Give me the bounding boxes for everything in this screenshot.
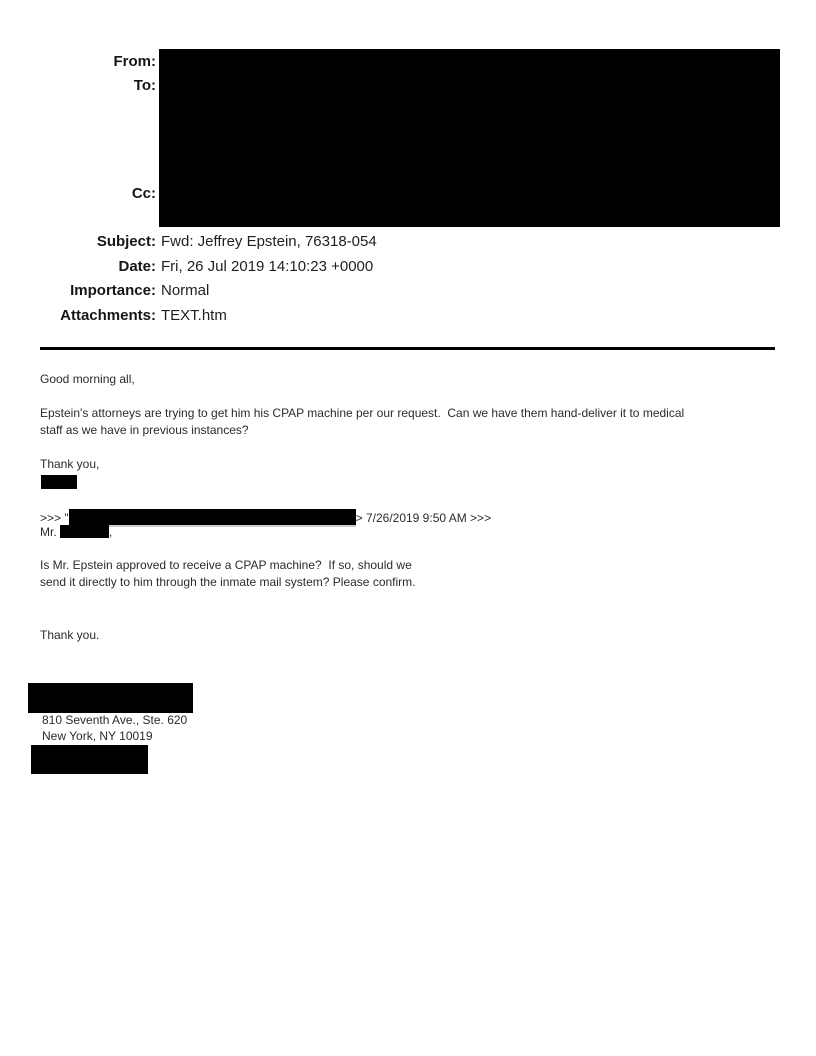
date-value: Fri, 26 Jul 2019 14:10:23 +0000 [161, 258, 374, 275]
quote-header-line [40, 509, 491, 526]
signoff-line-2: Thank you. [40, 628, 100, 642]
redaction-signoff-name [41, 475, 77, 489]
redaction-salutation-name [60, 525, 109, 538]
paragraph-line-2: staff as we have in previous instances? [40, 423, 249, 437]
importance-value: Normal [161, 282, 210, 299]
greeting-line: Good morning all, [40, 372, 135, 386]
salutation-prefix-text: Mr. [40, 525, 60, 539]
redaction-quote-sender [69, 509, 356, 525]
attachments-label: Attachments: [60, 307, 156, 324]
paragraph-line-1: Epstein's attorneys are trying to get him his CPAP machine per our request. Can we have them hand-deliver it to medical [40, 406, 685, 420]
redaction-signature-name-block [28, 683, 193, 713]
cc-label: Cc: [131, 185, 156, 202]
from-label: From: [113, 53, 156, 70]
attachments-value: TEXT.htm [161, 307, 227, 324]
address-line-2: New York, NY 10019 [42, 729, 153, 743]
subject-label: Subject: [96, 233, 156, 250]
quoted-body-line-2: send it directly to him through the inmate mail system? Please confirm. [40, 575, 416, 589]
signoff-line-1: Thank you, [40, 457, 100, 471]
date-label: Date: [118, 258, 156, 275]
subject-value: Fwd: Jeffrey Epstein, 76318-054 [161, 233, 377, 250]
redaction-recipients-block [159, 49, 780, 227]
header-separator-rule [40, 347, 775, 350]
quote-timestamp-text: > 7/26/2019 9:50 AM >>> [355, 511, 492, 525]
salutation-line [40, 525, 112, 540]
address-line-1: 810 Seventh Ave., Ste. 620 [42, 713, 188, 727]
salutation-suffix-text: , [109, 525, 113, 539]
to-label: To: [133, 77, 156, 94]
redaction-phone-block [31, 745, 148, 774]
quoted-body-line-1: Is Mr. Epstein approved to receive a CPAP machine? If so, should we [40, 558, 412, 572]
quote-prefix-text: >>> " [40, 511, 69, 525]
importance-label: Importance: [70, 282, 156, 299]
